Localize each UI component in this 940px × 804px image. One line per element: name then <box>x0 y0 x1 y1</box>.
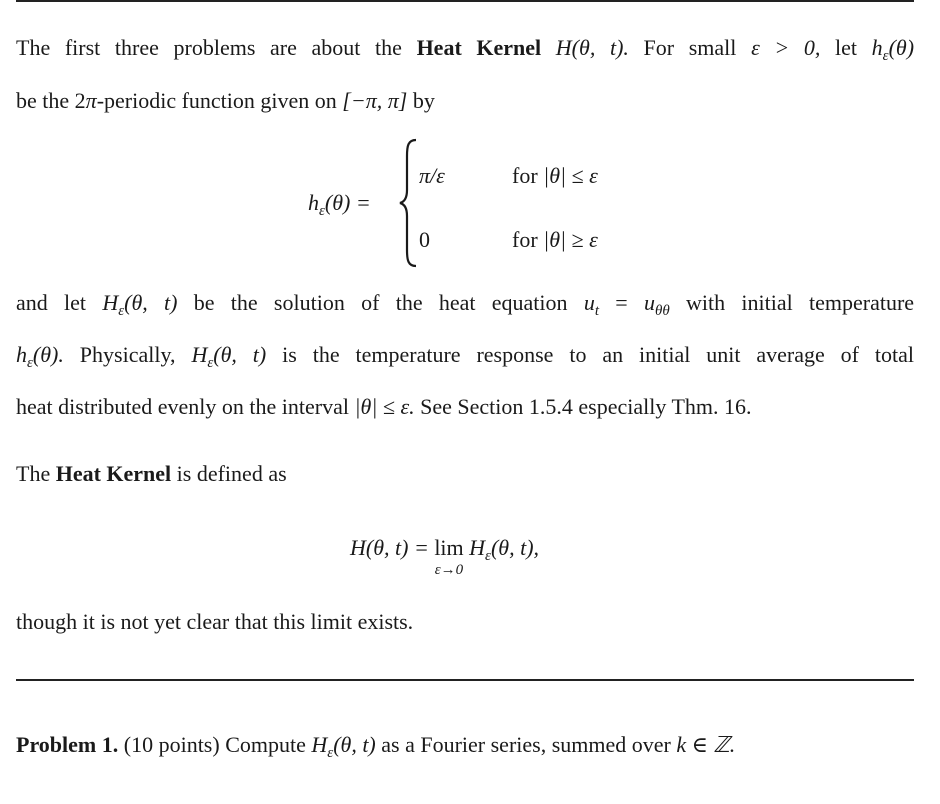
body-line-3: heat distributed evenly on the interval |θ| ≤ ε. See Section 1.5.4 especially Thm. 16. <box>16 394 752 419</box>
definition-intro: The Heat Kernel is defined as <box>16 461 287 486</box>
heat-kernel-term-2: Heat Kernel <box>55 461 172 486</box>
definition-after: though it is not yet clear that this limit exists. <box>16 609 414 634</box>
problem-1: Problem 1. (10 points) Compute $H_\varepsilon(\theta$, t) as a Fourier series, summed over k ∈ ℤ. <box>16 732 736 761</box>
limit-equation: H(θ, t) = lim ε→0 $H_\varepsilon(\theta$, t), <box>350 535 540 578</box>
case-1-value: π/ε <box>419 163 445 188</box>
case-1-condition: for |θ| ≤ ε <box>512 163 598 188</box>
body-line-1: and let $H_\varepsilon(\theta$, t) be the solution of the heat equation $u_t = u_{\theta\theta}$ with initial temperature <box>16 290 915 319</box>
problem-label: Problem 1. <box>16 732 119 757</box>
intro-line-2: be the 2π-periodic function given on [−π, π] by <box>16 88 435 113</box>
middle-rule <box>16 679 914 681</box>
body-line-2: $h_\varepsilon(\theta)$. Physically, $H_\varepsilon(\theta$, t) is the temperature response to an initial unit average of total <box>16 342 914 371</box>
piecewise-lhs: $h_\varepsilon(\theta)$ = <box>308 190 371 219</box>
heat-kernel-term: Heat Kernel <box>416 35 542 60</box>
intro-line-1: The first three problems are about the Heat Kernel H(θ, t). For small ε > 0, let $h_\varepsilon(\theta)$ <box>16 35 915 64</box>
case-2-condition: for |θ| ≥ ε <box>512 227 598 252</box>
top-rule <box>16 0 914 2</box>
case-2-value: 0 <box>419 227 430 252</box>
left-brace <box>398 138 420 268</box>
